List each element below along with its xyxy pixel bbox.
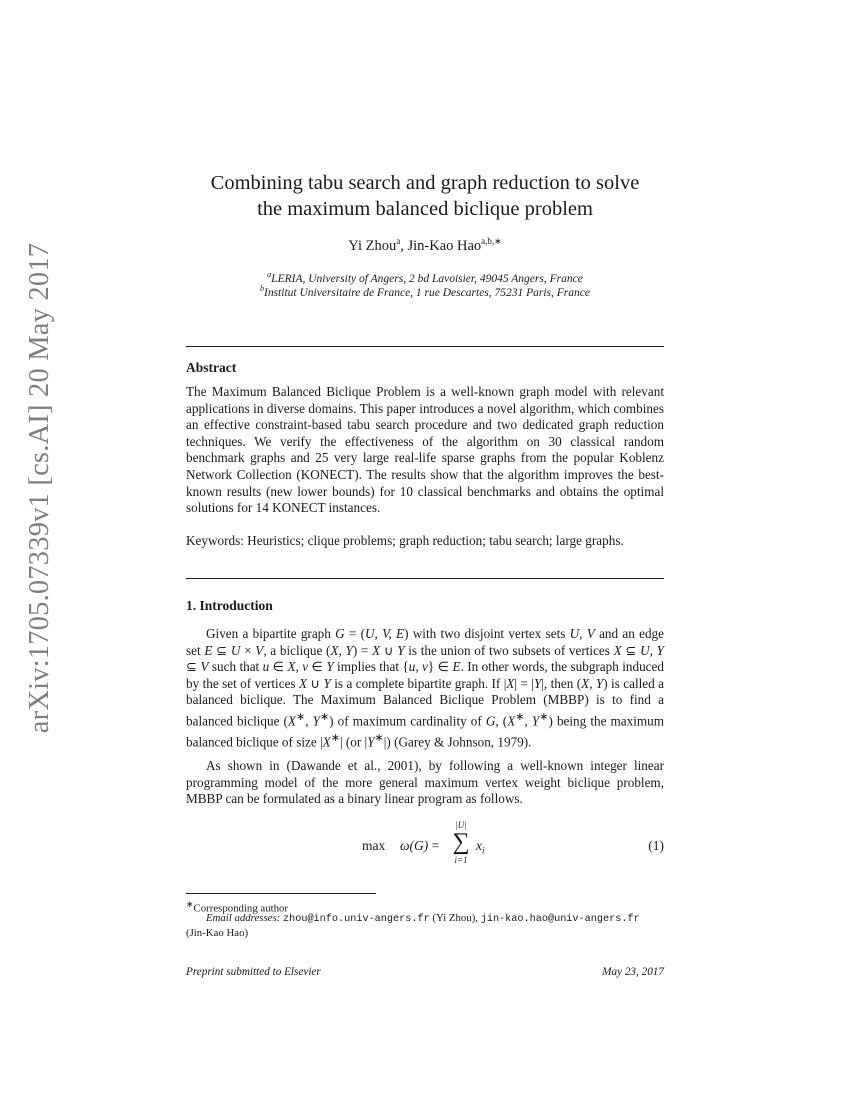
title-line-1: Combining tabu search and graph reduction to solve <box>210 172 640 194</box>
equation-rhs: $x_i$ <box>476 838 485 856</box>
email-owner: (Jin-Kao Hao) <box>186 926 249 939</box>
introduction-paragraph-1: Given a bipartite graph G = (U, V, E) with two disjoint vertex sets U, V and an edge set E ⊆ U × V, a biclique (X, Y) = X ∪ Y is the union of two subsets of vertices X ⊆ U, Y ⊆ V such that u ∈ X, v ∈ Y implies that {u, v} ∈ E. In other words, the subgraph induced by the set of vertices X ∪ Y is a complete bipartite graph. If |X| = |Y|, then (X, Y) is called a balanced biclique. The Maximum Balanced Biclique Problem (MBBP) is to find a balanced biclique (X∗, Y∗) of maximum cardinality of G, (X∗, Y∗) being the maximum balanced biclique of size |X∗| (or |Y∗|) (Garey & Johnson, 1979). <box>186 626 665 750</box>
email-owner: (Yi Zhou), <box>432 912 479 924</box>
author-name: Yi Zhou <box>348 237 397 254</box>
affiliation <box>185 270 665 285</box>
equation-number: (1) <box>648 838 664 853</box>
affiliation <box>185 284 665 299</box>
footnote-emails <box>186 912 664 940</box>
introduction-heading: 1. Introduction <box>186 598 273 613</box>
footnote-rule <box>186 893 376 894</box>
email-link[interactable]: jin-kao.hao@univ-angers.fr <box>480 914 640 925</box>
abstract-text: The Maximum Balanced Biclique Problem is a well-known graph model with relevant applications in diverse domains. This paper introduces a novel algorithm, which combines an effective constraint-based tabu search procedure and two dedicated graph reduction techniques. We verify the effectiveness of the algorithm on 30 classical random benchmark graphs and 25 very large real-life sparse graphs from the popular Koblenz Network Collection (KONECT). The results show that the algorithm improves the best-known results (new lower bounds) for 10 classical benchmarks and obtains the optimal solutions for 14 KONECT instances. <box>186 384 664 516</box>
paper-title <box>185 170 665 222</box>
author-affiliation-mark: a <box>396 236 401 246</box>
author-affiliation-mark: a,b,∗ <box>481 236 502 246</box>
equation-1 <box>186 820 664 870</box>
affiliation-text: Institut Universitaire de France, 1 rue Descartes, 75231 Paris, France <box>264 286 590 299</box>
affiliation-mark: a <box>267 270 272 279</box>
equation-max-label: max <box>362 838 386 853</box>
footer-preprint-note: Preprint submitted to Elsevier <box>186 966 321 978</box>
footnote-corresponding: ∗Corresponding author <box>186 899 289 915</box>
abstract-bottom-rule <box>186 578 664 579</box>
affiliation-text: LERIA, University of Angers, 2 bd Lavoisier, 49045 Angers, France <box>271 272 583 285</box>
arxiv-identifier-stamp <box>18 242 62 734</box>
email-link[interactable]: zhou@info.univ-angers.fr <box>282 914 430 925</box>
introduction-paragraph-2: As shown in (Dawande et al., 2001), by following a well-known integer linear programming model of the more general maximum vertex weight biclique problem, MBBP can be formulated as a binary linear program as follows. <box>186 758 664 807</box>
author-list: Yi Zhou$^a$, Jin-Kao Hao$^{a,b,∗}$ <box>348 236 502 254</box>
summation-symbol: |U| ∑ i=1 <box>452 820 470 865</box>
keywords: Keywords: Heuristics; clique problems; graph reduction; tabu search; large graphs. <box>186 533 624 548</box>
email-label: Email addresses: <box>206 912 281 924</box>
footer-date: May 23, 2017 <box>602 966 664 978</box>
equation-lhs: ω(G) = <box>400 838 440 853</box>
corresponding-author-note: Corresponding author <box>193 902 289 915</box>
abstract-top-rule <box>186 346 664 347</box>
arxiv-stamp-text: arXiv:1705.07339v1 [cs.AI] 20 May 2017 <box>24 242 56 734</box>
affiliation-mark: b <box>260 284 264 293</box>
abstract-heading: Abstract <box>186 360 237 375</box>
author-name: Jin-Kao Hao <box>407 237 482 254</box>
title-line-2: the maximum balanced biclique problem <box>257 198 593 220</box>
